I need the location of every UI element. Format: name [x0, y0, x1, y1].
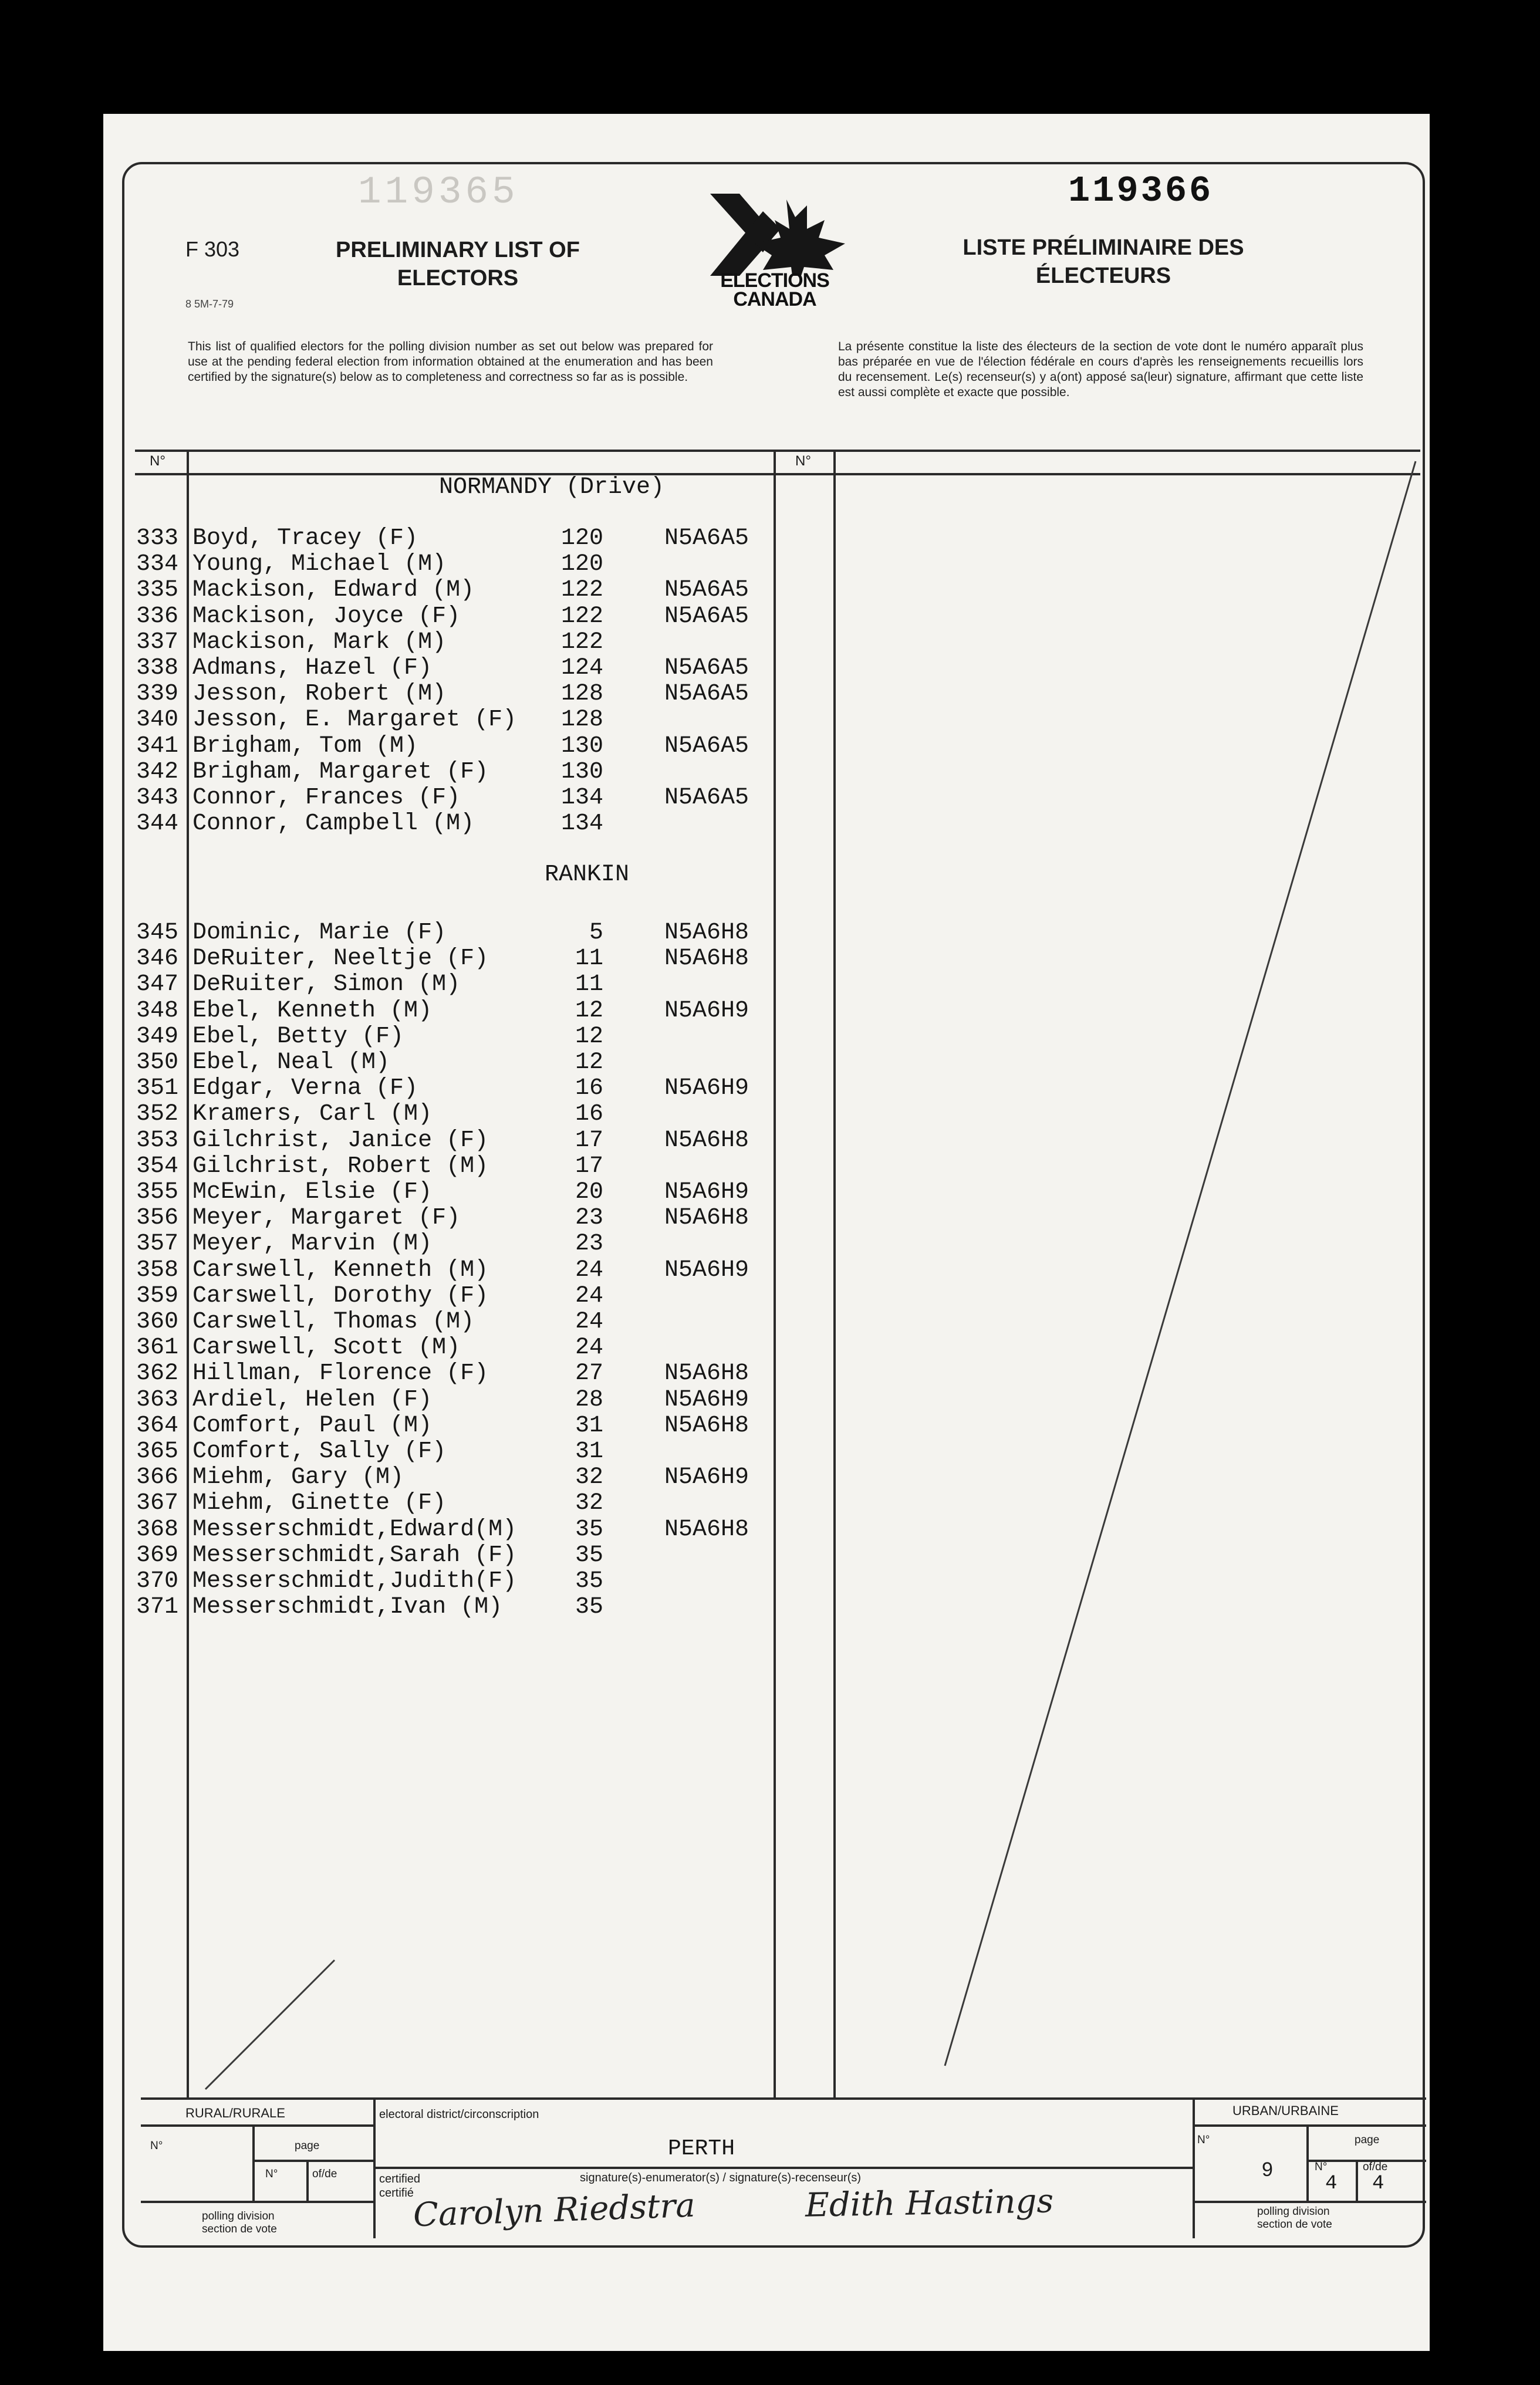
elector-number: 336 — [136, 603, 179, 630]
elector-number: 367 — [136, 1490, 179, 1517]
elector-number: 369 — [136, 1542, 179, 1569]
elector-row — [136, 1413, 776, 1439]
elector-address: 5 — [589, 920, 603, 946]
urban-label: URBAN/URBAINE — [1232, 2103, 1339, 2118]
elector-postal-code: N5A6H8 — [664, 1412, 749, 1439]
elector-row — [136, 1594, 776, 1620]
elector-name: Ebel, Neal (M) — [192, 1049, 390, 1076]
elector-postal-code: N5A6H8 — [664, 1516, 749, 1543]
elector-name: Ebel, Betty (F) — [192, 1023, 404, 1050]
elector-number: 366 — [136, 1464, 179, 1491]
elector-address: 31 — [575, 1412, 603, 1439]
elector-number: 361 — [136, 1335, 179, 1362]
faint-serial-number: 119365 — [358, 170, 519, 214]
enumerator-signature-1: Carolyn Riedstra — [413, 2186, 696, 2235]
elector-name: Messerschmidt,Sarah (F) — [192, 1542, 517, 1569]
elector-row — [136, 1543, 776, 1569]
elector-name: Messerschmidt,Ivan (M) — [192, 1594, 503, 1621]
elector-address: 23 — [575, 1205, 603, 1232]
elector-postal-code: N5A6H9 — [664, 1464, 749, 1491]
elector-row — [136, 1439, 776, 1465]
elector-name: DeRuiter, Simon (M) — [192, 971, 461, 998]
title-french: LISTE PRÉLIMINAIRE DES ÉLECTEURS — [962, 235, 1244, 288]
rural-no-label: N° — [150, 2140, 163, 2152]
urban-section-label: section de vote — [1257, 2218, 1332, 2231]
footer-rural-divider-2 — [306, 2160, 309, 2201]
elector-number: 359 — [136, 1282, 179, 1309]
elector-number: 351 — [136, 1075, 179, 1102]
footer-top-rule — [141, 2097, 1426, 2100]
elector-postal-code: N5A6A5 — [664, 681, 749, 708]
elector-name: DeRuiter, Neeltje (F) — [192, 945, 489, 972]
elector-number: 333 — [136, 525, 179, 552]
elector-row — [136, 1076, 776, 1102]
elector-name: Kramers, Carl (M) — [192, 1101, 433, 1128]
elector-postal-code: N5A6H9 — [664, 997, 749, 1024]
elector-postal-code: N5A6A5 — [664, 785, 749, 811]
elector-row — [136, 1309, 776, 1335]
street-heading-normandy: NORMANDY (Drive) — [438, 474, 665, 501]
elector-name: Messerschmidt,Judith(F) — [192, 1568, 517, 1594]
elector-name: Ardiel, Helen (F) — [192, 1386, 433, 1413]
elector-name: Carswell, Thomas (M) — [192, 1309, 475, 1335]
elector-postal-code: N5A6H9 — [664, 1075, 749, 1102]
elector-address: 122 — [560, 603, 603, 630]
elector-address: 27 — [575, 1360, 603, 1387]
elector-row — [136, 656, 776, 681]
elector-address: 17 — [575, 1127, 603, 1154]
elector-number: 360 — [136, 1309, 179, 1335]
elector-name: Jesson, E. Margaret (F) — [192, 707, 517, 734]
elector-name: Meyer, Margaret (F) — [192, 1205, 461, 1232]
elector-number: 356 — [136, 1205, 179, 1232]
elector-postal-code: N5A6A5 — [664, 732, 749, 759]
elector-number: 348 — [136, 997, 179, 1024]
logo-text: ELECTIONS CANADA — [720, 269, 829, 310]
elector-address: 12 — [575, 1049, 603, 1076]
elector-row — [136, 1102, 776, 1127]
elector-address: 35 — [575, 1516, 603, 1543]
elector-name: Boyd, Tracey (F) — [192, 525, 418, 552]
elector-row — [136, 785, 776, 811]
elector-row — [136, 920, 776, 946]
elector-row — [136, 1361, 776, 1387]
elector-address: 12 — [575, 1023, 603, 1050]
elector-row — [136, 972, 776, 998]
elector-number: 349 — [136, 1023, 179, 1050]
elector-postal-code: N5A6H8 — [664, 945, 749, 972]
elector-address: 24 — [575, 1282, 603, 1309]
certified-french: certifié — [379, 2187, 414, 2200]
elector-name: Brigham, Margaret (F) — [192, 758, 489, 785]
elector-address: 120 — [560, 525, 603, 552]
elector-address: 130 — [560, 758, 603, 785]
elector-address: 124 — [560, 655, 603, 681]
elector-number: 355 — [136, 1179, 179, 1205]
elector-number: 371 — [136, 1594, 179, 1621]
elector-name: Jesson, Robert (M) — [192, 681, 447, 708]
elector-row — [136, 811, 776, 837]
elector-name: Admans, Hazel (F) — [192, 655, 433, 681]
elector-address: 35 — [575, 1568, 603, 1594]
footer-rural-rule — [141, 2124, 373, 2127]
elector-name: Meyer, Marvin (M) — [192, 1231, 433, 1258]
elector-name: Edgar, Verna (F) — [192, 1075, 418, 1102]
elector-address: 120 — [560, 551, 603, 578]
elector-name: Comfort, Sally (F) — [192, 1438, 447, 1465]
elector-number: 357 — [136, 1231, 179, 1258]
footer-urban-rule — [1193, 2124, 1426, 2127]
serial-number: 119366 — [1068, 170, 1214, 212]
footer-urban-divider — [1306, 2124, 1309, 2201]
elector-number: 341 — [136, 732, 179, 759]
elector-address: 122 — [560, 577, 603, 604]
elector-row — [136, 1128, 776, 1154]
elector-postal-code: N5A6A5 — [664, 655, 749, 681]
elector-row — [136, 1283, 776, 1309]
district-value: PERTH — [668, 2136, 735, 2161]
elector-name: Ebel, Kenneth (M) — [192, 997, 433, 1024]
rural-section-label: section de vote — [202, 2223, 277, 2235]
elector-name: Carswell, Scott (M) — [192, 1335, 461, 1362]
elector-postal-code: N5A6H9 — [664, 1386, 749, 1413]
elector-row — [136, 1569, 776, 1594]
elector-postal-code: N5A6H9 — [664, 1256, 749, 1283]
elector-address: 134 — [560, 810, 603, 837]
urban-of-label: of/de — [1363, 2161, 1388, 2173]
elector-number: 364 — [136, 1412, 179, 1439]
elector-name: Brigham, Tom (M) — [192, 732, 418, 759]
elector-row — [136, 552, 776, 577]
elector-name: Gilchrist, Robert (M) — [192, 1153, 489, 1180]
rural-page-label: page — [295, 2140, 320, 2152]
elector-row — [136, 1387, 776, 1413]
elector-address: 20 — [575, 1179, 603, 1205]
elector-name: Connor, Frances (F) — [192, 785, 461, 811]
elector-name: Mackison, Edward (M) — [192, 577, 475, 604]
elector-address: 24 — [575, 1256, 603, 1283]
elector-number: 346 — [136, 945, 179, 972]
rural-label: RURAL/RURALE — [185, 2106, 285, 2120]
urban-no-label: N° — [1197, 2134, 1210, 2146]
footer-divider-right — [1193, 2097, 1195, 2238]
footer-rural-rule-3 — [252, 2160, 373, 2162]
footer-rural-divider — [252, 2124, 255, 2201]
signature-label: signature(s)-enumerator(s) / signature(s)-recenseur(s) — [580, 2171, 862, 2184]
elector-number: 362 — [136, 1360, 179, 1387]
elector-row — [136, 946, 776, 972]
elector-number: 337 — [136, 629, 179, 656]
elector-name: Messerschmidt,Edward(M) — [192, 1516, 517, 1543]
elector-postal-code: N5A6A5 — [664, 577, 749, 604]
elector-row — [136, 1491, 776, 1516]
elector-number: 370 — [136, 1568, 179, 1594]
elector-address: 16 — [575, 1075, 603, 1102]
elector-name: Mackison, Joyce (F) — [192, 603, 461, 630]
elector-name: Hillman, Florence (F) — [192, 1360, 489, 1387]
elector-name: Young, Michael (M) — [192, 551, 447, 578]
elector-address: 23 — [575, 1231, 603, 1258]
elector-postal-code: N5A6H8 — [664, 1127, 749, 1154]
elector-name: Dominic, Marie (F) — [192, 920, 447, 946]
elector-address: 12 — [575, 997, 603, 1024]
intro-french: La présente constitue la liste des électeurs de la section de vote dont le numéro apparaît plus bas préparée en vue de l'élection fédérale en cours d'après les renseignements recueillis lors du recensement. Le(s) recenseur(s) y a(ont) apposé sa(leur) signature, affirmant que cette liste est aussi complète et exacte que possible. — [838, 340, 1363, 399]
elector-address: 134 — [560, 785, 603, 811]
elector-postal-code: N5A6A5 — [664, 525, 749, 552]
elector-address: 35 — [575, 1594, 603, 1621]
elector-row — [136, 1465, 776, 1491]
elector-row — [136, 577, 776, 603]
elector-number: 347 — [136, 971, 179, 998]
intro-english: This list of qualified electors for the polling division number as set out below was prepared for use at the pending federal election from information obtained at the enumeration and has been certified by the signature(s) below as to completeness and correctness so far as is possible. — [188, 340, 713, 384]
elector-postal-code: N5A6H9 — [664, 1179, 749, 1205]
elector-row — [136, 1258, 776, 1283]
certified-english: certified — [379, 2173, 421, 2185]
elector-postal-code: N5A6H8 — [664, 1205, 749, 1232]
elector-row — [136, 998, 776, 1024]
footer-urban-rule-2 — [1193, 2201, 1426, 2203]
district-label: electoral district/circonscription — [379, 2108, 539, 2121]
elector-row — [136, 1024, 776, 1050]
elector-address: 24 — [575, 1335, 603, 1362]
elector-name: Carswell, Dorothy (F) — [192, 1282, 489, 1309]
elector-number: 368 — [136, 1516, 179, 1543]
elector-postal-code: N5A6A5 — [664, 603, 749, 630]
elector-number: 353 — [136, 1127, 179, 1154]
elector-row — [136, 526, 776, 552]
elector-address: 35 — [575, 1542, 603, 1569]
enumerator-signature-2: Edith Hastings — [805, 2182, 1054, 2225]
elector-row — [136, 1231, 776, 1257]
elector-row — [136, 1154, 776, 1180]
elector-number: 344 — [136, 810, 179, 837]
rural-of-label: of/de — [312, 2168, 337, 2180]
elector-name: Mackison, Mark (M) — [192, 629, 447, 656]
title-english: PRELIMINARY LIST OF ELECTORS — [336, 238, 580, 290]
elector-address: 128 — [560, 681, 603, 708]
elector-name: Comfort, Paul (M) — [192, 1412, 433, 1439]
elector-row — [136, 630, 776, 656]
elector-address: 11 — [575, 971, 603, 998]
elector-name: Miehm, Ginette (F) — [192, 1490, 447, 1517]
elector-number: 352 — [136, 1101, 179, 1128]
elector-address: 130 — [560, 732, 603, 759]
footer-rural-rule-2 — [141, 2201, 373, 2203]
footer-district-rule — [373, 2167, 1193, 2169]
polling-division-number: 9 — [1262, 2158, 1273, 2181]
rural-no2-label: N° — [265, 2168, 278, 2180]
elector-number: 335 — [136, 577, 179, 604]
elector-address: 32 — [575, 1490, 603, 1517]
elector-address: 122 — [560, 629, 603, 656]
urban-polling-label: polling division — [1257, 2205, 1330, 2218]
elector-address: 16 — [575, 1101, 603, 1128]
elector-row — [136, 707, 776, 733]
elector-row — [136, 681, 776, 707]
elector-number: 340 — [136, 707, 179, 734]
page-number: 4 — [1325, 2173, 1338, 2195]
elector-address: 17 — [575, 1153, 603, 1180]
elector-address: 128 — [560, 707, 603, 734]
elector-address: 11 — [575, 945, 603, 972]
elector-row — [136, 759, 776, 785]
elector-number: 345 — [136, 920, 179, 946]
elector-name: Gilchrist, Janice (F) — [192, 1127, 489, 1154]
elector-row — [136, 734, 776, 759]
elector-row — [136, 1205, 776, 1231]
elector-number: 363 — [136, 1386, 179, 1413]
form-revision: 8 5M-7-79 — [185, 298, 234, 310]
elector-row — [136, 604, 776, 630]
elector-postal-code: N5A6H8 — [664, 920, 749, 946]
elector-number: 338 — [136, 655, 179, 681]
street-heading-rankin: RANKIN — [544, 862, 630, 888]
elector-number: 358 — [136, 1256, 179, 1283]
number-column-header-left: N° — [150, 453, 166, 469]
elector-name: McEwin, Elsie (F) — [192, 1179, 433, 1205]
elector-number: 339 — [136, 681, 179, 708]
rural-polling-label: polling division — [202, 2210, 275, 2222]
elector-address: 28 — [575, 1386, 603, 1413]
urban-page-label: page — [1355, 2134, 1380, 2146]
footer-urban-divider-2 — [1356, 2160, 1358, 2201]
elector-number: 342 — [136, 758, 179, 785]
page-total: 4 — [1372, 2173, 1384, 2195]
elector-row — [136, 1335, 776, 1361]
elector-name: Carswell, Kenneth (M) — [192, 1256, 489, 1283]
elector-number: 354 — [136, 1153, 179, 1180]
form-code: F 303 — [185, 237, 240, 261]
elector-number: 334 — [136, 551, 179, 578]
elector-row — [136, 1517, 776, 1543]
elector-number: 343 — [136, 785, 179, 811]
elector-address: 24 — [575, 1309, 603, 1335]
elector-name: Miehm, Gary (M) — [192, 1464, 404, 1491]
elector-address: 31 — [575, 1438, 603, 1465]
number-column-header-right: N° — [795, 453, 811, 469]
elector-address: 32 — [575, 1464, 603, 1491]
elector-name: Connor, Campbell (M) — [192, 810, 475, 837]
elector-row — [136, 1180, 776, 1205]
elector-number: 350 — [136, 1049, 179, 1076]
elector-postal-code: N5A6H8 — [664, 1360, 749, 1387]
elector-row — [136, 1050, 776, 1076]
urban-no2-label: N° — [1315, 2161, 1328, 2173]
elector-number: 365 — [136, 1438, 179, 1465]
